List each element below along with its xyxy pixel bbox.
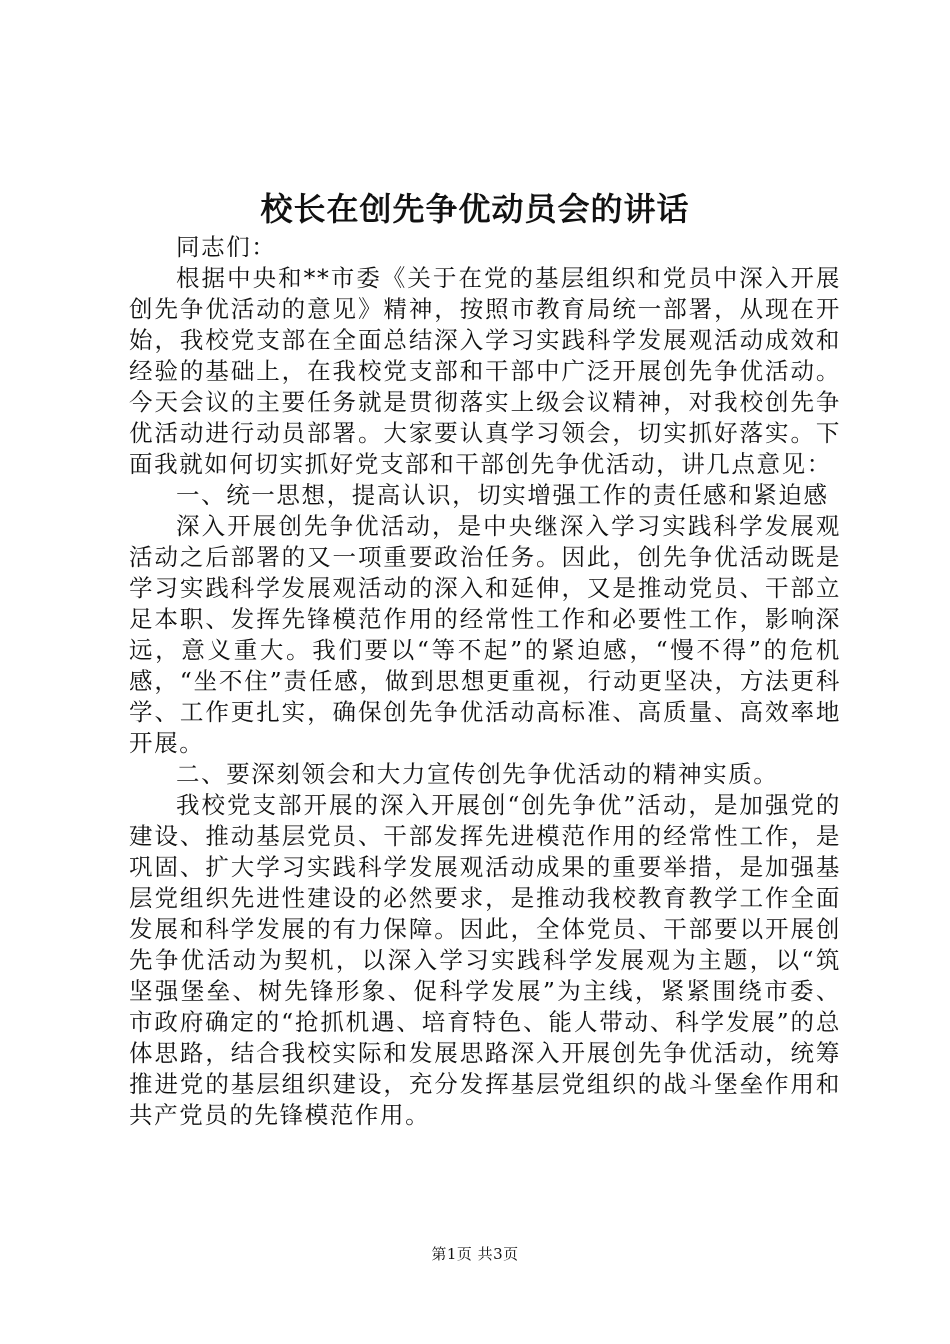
section-1-paragraph: 深入开展创先争优活动，是中央继深入学习实践科学发展观活动之后部署的又一项重要政治任务。因此，创先争优活动既是学习实践科学发展观活动的深入和延伸，又是推动党员、干部立足本职、发挥先锋模范作用的经常性工作和必要性工作，影响深远，意义重大。我们要以“等不起”的紧迫感，“慢不得”的危机感，“坐不住”责任感，做到思想更重视，行动更坚决，方法更科学、工作更扎实，确保创先争优活动高标准、高质量、高效率地开展。 — [129, 512, 841, 757]
section-heading-2: 二、要深刻领会和大力宣传创先争优活动的精神实质。 — [176, 760, 779, 788]
document-body — [129, 232, 841, 1131]
page-number-footer: 第1页 共3页 — [431, 1245, 519, 1263]
section-heading-1: 一、统一思想，提高认识，切实增强工作的责任感和紧迫感 — [176, 481, 829, 509]
section-2-paragraph: 我校党支部开展的深入开展创“创先争优”活动，是加强党的建设、推动基层党员、干部发挥先进模范作用的经常性工作，是巩固、扩大学习实践科学发展观活动成果的重要举措，是加强基层党组织先进性建设的必然要求，是推动我校教育教学工作全面发展和科学发展的有力保障。因此，全体党员、干部要以开展创先争优活动为契机，以深入学习实践科学发展观为主题，以“筑坚强堡垒、树先锋形象、促科学发展”为主线，紧紧围绕市委、市政府确定的“抢抓机遇、培育特色、能人带动、科学发展”的总体思路，结合我校实际和发展思路深入开展创先争优活动，统筹推进党的基层组织建设，充分发挥基层党组织的战斗堡垒作用和共产党员的先锋模范作用。 — [129, 791, 841, 1129]
document-title: 校长在创先争优动员会的讲话 — [260, 190, 690, 228]
salutation-paragraph: 同志们： — [176, 233, 277, 261]
intro-paragraph: 根据中央和**市委《关于在党的基层组织和党员中深入开展创先争优活动的意见》精神，按照市教育局统一部署，从现在开始，我校党支部在全面总结深入学习实践科学发展观活动成效和经验的基础上，在我校党支部和干部中广泛开展创先争优活动。今天会议的主要任务就是贯彻落实上级会议精神，对我校创先争优活动进行动员部署。大家要认真学习领会，切实抓好落实。下面我就如何切实抓好党支部和干部创先争优活动，讲几点意见： — [129, 264, 841, 478]
